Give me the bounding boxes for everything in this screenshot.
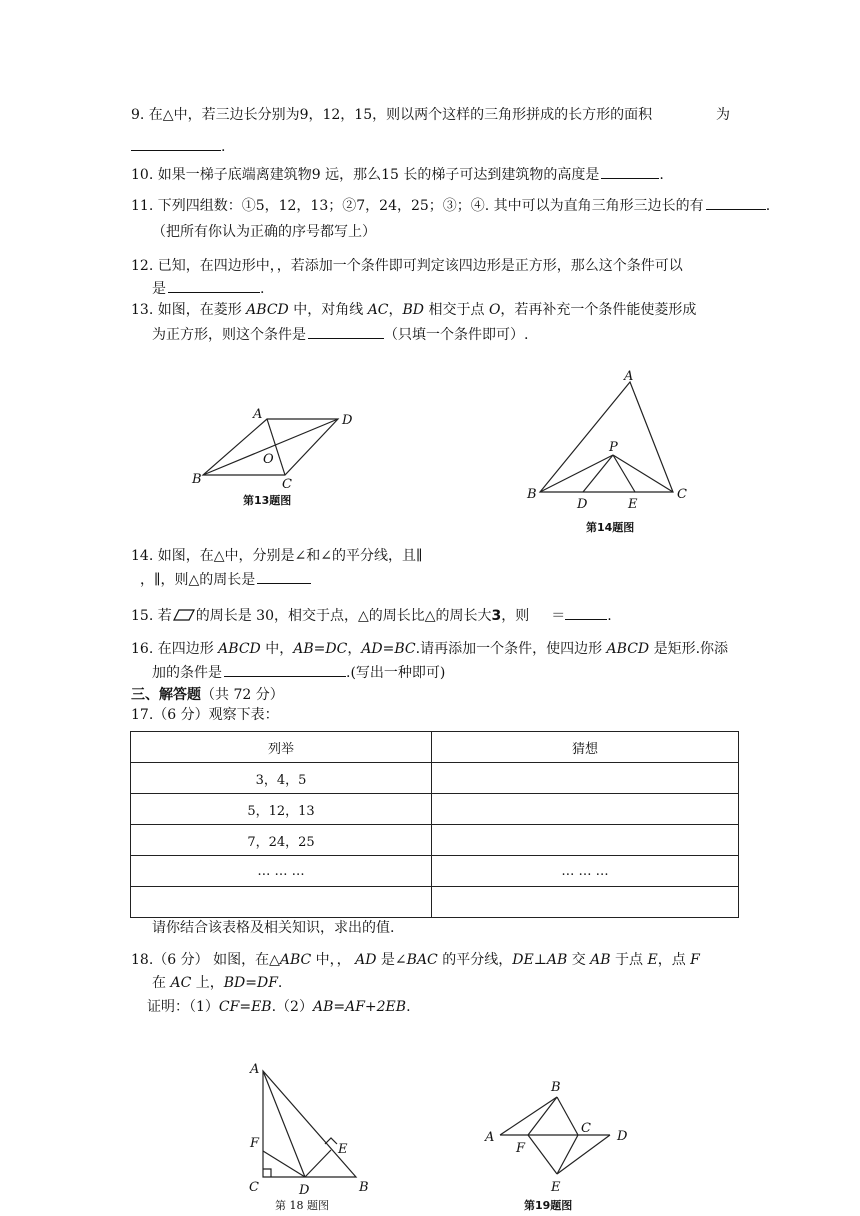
question-10: 10. 如果一梯子底端离建筑物9 远，那么15 长的梯子可达到建筑物的高度是 . [131, 164, 664, 185]
table-row [131, 763, 739, 794]
point-label-b: B [359, 1180, 369, 1195]
point-label-c: C [249, 1180, 259, 1195]
question-16-line2: 加的条件是 .(写出一种即可) [152, 662, 445, 683]
parallelogram-icon [173, 609, 195, 621]
question-18-proof: 证明：（1）CF=EB.（2）AB=AF+2EB. [147, 999, 411, 1015]
table-cell: 5，12，13 [131, 794, 432, 825]
table-cell[interactable] [432, 887, 739, 918]
question-11: 11. 下列四组数：①5，12，13；②7，24，25；③；④. 其中可以为直角三角形三边长的有 . [131, 195, 770, 216]
question-18: 18.（6 分） 如图，在△ABC 中，， AD 是∠BAC 的平分线，DE⊥AB 交 AB 于点 E，点 F [131, 952, 700, 968]
answer-blank[interactable] [565, 605, 607, 620]
point-label-b: B [192, 472, 202, 487]
figure-13 [185, 400, 365, 515]
point-label-o: O [263, 452, 274, 467]
point-label-c: C [677, 487, 687, 502]
point-label-e: E [551, 1180, 561, 1195]
table-cell: 7，24，25 [131, 825, 432, 856]
point-label-d: D [299, 1183, 310, 1198]
point-label-e: E [338, 1142, 348, 1157]
table-row [131, 794, 739, 825]
table-cell[interactable] [432, 825, 739, 856]
question-9-text: 9. 在△中，若三边长分别为9，12，15，则以两个这样的三角形拼成的长方形的面积 [131, 107, 653, 123]
question-11-text: 11. 下列四组数：①5，12，13；②7，24，25；③；④. 其中可以为直角三角形三边长的有 [131, 198, 704, 214]
question-9-answer-line: . [131, 136, 225, 157]
question-14-line2: ，∥，则△的周长是 [140, 569, 311, 590]
figure-19 [480, 1075, 640, 1216]
point-label-c: C [282, 477, 292, 492]
table-cell: 3，4，5 [131, 763, 432, 794]
answer-blank[interactable] [308, 324, 384, 339]
question-17-follow: 请你结合该表格及相关知识，求出的值. [152, 920, 395, 936]
figure-14-caption: 第14题图 [586, 521, 635, 534]
answer-blank[interactable] [168, 278, 260, 293]
point-label-a: A [485, 1130, 495, 1145]
question-12-line2: 是 . [152, 278, 264, 299]
table-row [131, 856, 739, 887]
table-header-row [131, 732, 739, 763]
question-9-tail: 为 [716, 107, 730, 123]
question-13-line2: 为正方形，则这个条件是 （只填一个条件即可）. [152, 324, 528, 345]
figure-13-caption: 第13题图 [243, 494, 292, 507]
point-label-b: B [527, 487, 537, 502]
table-cell: … … … [131, 856, 432, 887]
question-16: 16. 在四边形 ABCD 中，AB=DC，AD=BC.请再添加一个条件，使四边形 ABCD 是矩形.你添 [131, 641, 729, 657]
point-label-d: D [342, 413, 353, 428]
figure-19-caption: 第19题图 [524, 1199, 573, 1212]
table-row [131, 887, 739, 918]
question-11-note: （把所有你认为正确的序号都写上） [152, 224, 376, 240]
answer-blank[interactable] [131, 136, 221, 151]
answer-blank[interactable] [224, 662, 346, 677]
column-header-list: 列举 [131, 732, 432, 763]
point-label-d: D [617, 1129, 628, 1144]
question-12 [131, 256, 683, 276]
answer-blank[interactable] [706, 195, 766, 210]
point-label-f: F [516, 1141, 526, 1156]
table-cell[interactable] [432, 763, 739, 794]
point-label-a: A [624, 369, 634, 384]
point-label-c: C [581, 1121, 591, 1136]
table-row [131, 825, 739, 856]
column-header-guess: 猜想 [432, 732, 739, 763]
point-label-e: E [628, 497, 638, 512]
question-18-line2: 在 AC 上，BD=DF. [152, 975, 283, 991]
question-10-text: 10. 如果一梯子底端离建筑物9 远，那么15 长的梯子可达到建筑物的高度是 [131, 167, 600, 183]
point-label-a: A [250, 1062, 260, 1077]
observation-table [130, 731, 739, 918]
question-9 [131, 105, 652, 125]
point-label-b: B [551, 1080, 561, 1095]
question-17: 17.（6 分）观察下表： [131, 707, 279, 723]
point-label-f: F [250, 1136, 260, 1151]
figure-18-caption: 第 18 题图 [275, 1199, 329, 1212]
question-12-text: 12. 已知，在四边形中，，若添加一个条件即可判定该四边形是正方形，那么这个条件可以 [131, 258, 683, 274]
point-label-d: D [577, 497, 588, 512]
table-cell[interactable] [432, 794, 739, 825]
table-cell: … … … [432, 856, 739, 887]
question-14 [131, 546, 422, 566]
answer-blank[interactable] [601, 164, 659, 179]
section-3-heading: 三、解答题（共 72 分） [131, 687, 284, 703]
point-label-a: A [253, 407, 263, 422]
table-cell[interactable] [131, 887, 432, 918]
question-14-text: 14. 如图，在△中，分别是∠和∠的平分线，且∥ [131, 548, 423, 564]
figure-14 [520, 365, 700, 537]
question-15: 15. 若 的周长是 30，相交于点，△的周长比△的周长大3，则 ＝ . [131, 605, 612, 626]
figure-18 [245, 1058, 385, 1216]
answer-blank[interactable] [257, 569, 311, 584]
point-label-p: P [609, 440, 618, 455]
question-13: 13. 如图，在菱形 ABCD 中，对角线 AC，BD 相交于点 O，若再补充一个条件能使菱形成 [131, 302, 697, 318]
